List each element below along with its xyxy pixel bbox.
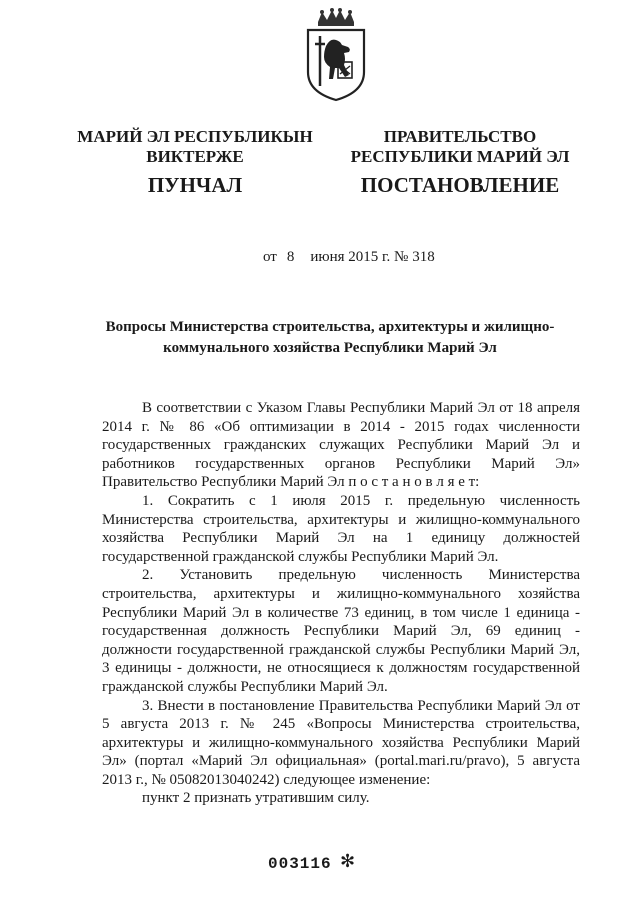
form-serial-number: 003116 xyxy=(268,855,332,873)
document-title xyxy=(100,317,560,359)
header-right xyxy=(340,127,580,167)
header-right-line1: ПРАВИТЕЛЬСТВО xyxy=(383,127,537,146)
date-day: 8 xyxy=(286,249,295,265)
header-left xyxy=(70,127,320,167)
title-line1: Вопросы Министерства строительства, архитектуры и жилищно- xyxy=(105,319,555,335)
document-number: 318 xyxy=(412,249,435,265)
paragraph-2: 2. Установить предельную численность Министерства строительства, архитектуры и жилищно-коммунального хозяйства Республики Марий Эл в количестве 73 единиц, в том числе 1 единица - государственная должность Республики Марий Эл, 69 единиц - должности государственной гражданской службы Республики Марий Эл, 3 единицы - должности, не относящиеся к должностям государственной гражданской службы Республики Марий Эл. xyxy=(102,567,580,695)
title-line2: коммунального хозяйства Республики Марий Эл xyxy=(163,340,497,356)
document-body xyxy=(102,399,580,808)
doc-type-russian: ПОСТАНОВЛЕНИЕ xyxy=(360,173,560,197)
date-month-year: июня 2015 г. № xyxy=(310,249,409,265)
asterisk-mark-icon: ✻ xyxy=(340,851,356,872)
paragraph-preamble: В соответствии с Указом Главы Республики Марий Эл от 18 апреля 2014 г. № 86 «Об оптимизации в 2014 - 2015 годах численности государственных гражданских служащих Республики Марий Эл и работников государственных органов Республики Марий Эл» Правительство Республики Марий Эл п о с т а н о в л я е т: xyxy=(102,400,580,491)
date-line xyxy=(263,249,435,266)
date-prefix: от xyxy=(263,249,277,265)
paragraph-3: 3. Внести в постановление Правительства Республики Марий Эл от 5 августа 2013 г. № 245 «Вопросы Министерства строительства, архитектуры и жилищно-коммунального хозяйства Республики Марий Эл» (портал «Марий Эл официальная» (portal.mari.ru/pravo), 5 августа 2013 г., № 05082013040242) следующее изменение: xyxy=(102,697,580,788)
header-right-line2: РЕСПУБЛИКИ МАРИЙ ЭЛ xyxy=(350,147,570,166)
header-left-line2: ВИКТЕРЖЕ xyxy=(146,147,244,166)
paragraph-3-change: пункт 2 признать утратившим силу. xyxy=(142,790,370,807)
header-left-line1: МАРИЙ ЭЛ РЕСПУБЛИКЫН xyxy=(77,127,313,146)
doc-type-mari: ПУНЧАЛ xyxy=(147,173,243,197)
paragraph-1: 1. Сократить с 1 июля 2015 г. предельную численность Министерства строительства, архитектуры и жилищно-коммунального хозяйства Республики Марий Эл на 1 единицу должностей государственной гражданской службы Республики Марий Эл. xyxy=(102,492,580,565)
mari-el-coat-of-arms-icon xyxy=(296,8,376,104)
